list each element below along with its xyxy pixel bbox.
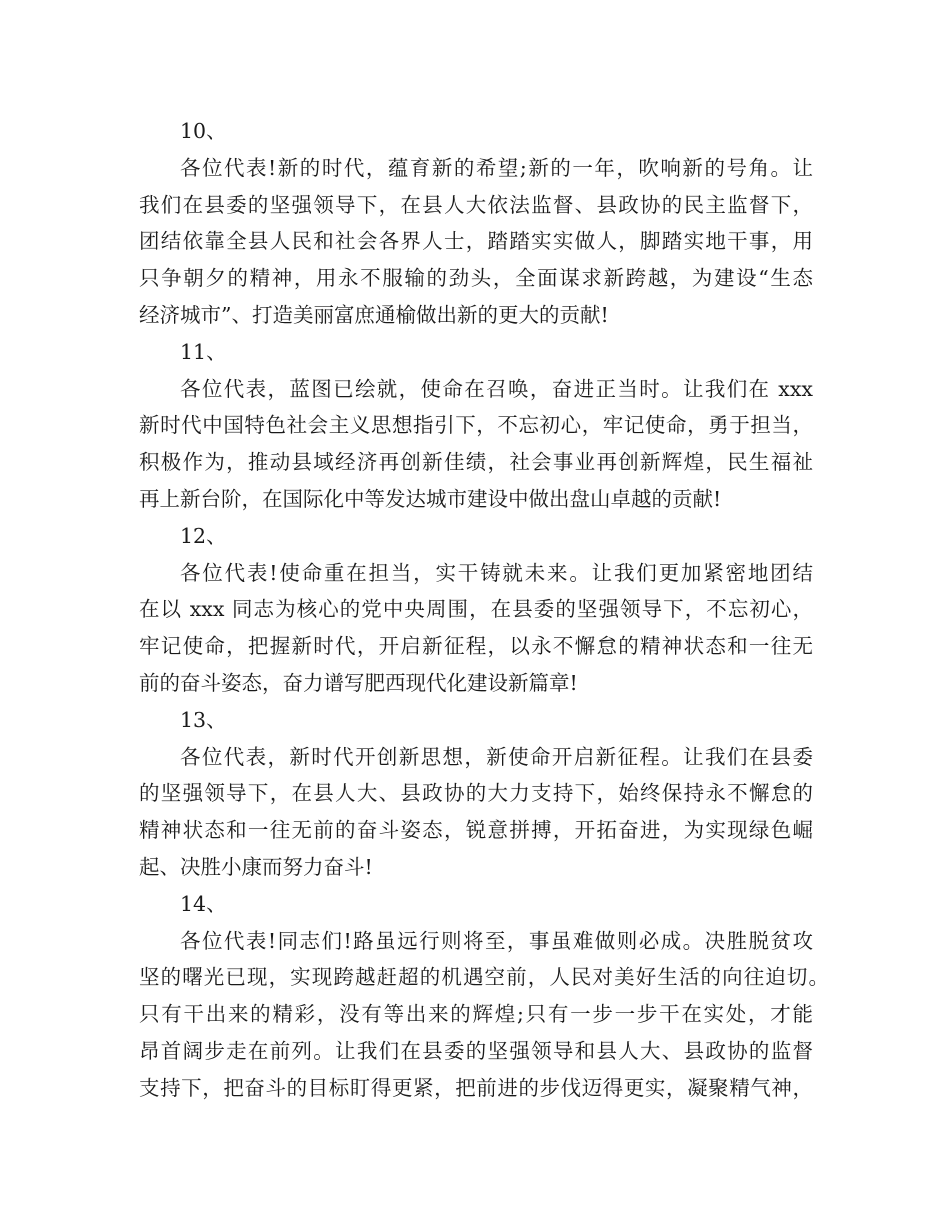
paragraph-line: 在以 xxx 同志为核心的党中央周围，在县委的坚强领导下，不忘初心，: [139, 597, 813, 622]
paragraph-line: 经济城市”、打造美丽富庶通榆做出新的更大的贡献!: [139, 302, 609, 327]
paragraph-line: 牢记使命，把握新时代，开启新征程，以永不懈怠的精神状态和一往无: [139, 634, 813, 659]
section-number: 10、: [180, 119, 227, 143]
paragraph-line: 各位代表!新的时代，蕴育新的希望;新的一年，吹响新的号角。让: [180, 155, 813, 180]
paragraph-line: 坚的曙光已现，实现跨越赶超的机遇空前，人民对美好生活的向往迫切。: [139, 965, 829, 990]
section-number: 12、: [180, 523, 227, 548]
paragraph-line: 新时代中国特色社会主义思想指引下，不忘初心，牢记使命，勇于担当，: [139, 413, 813, 438]
section-number: 13、: [180, 707, 227, 732]
paragraph-line: 积极作为，推动县域经济再创新佳绩，社会事业再创新辉煌，民生福祉: [139, 450, 813, 475]
paragraph-line: 昂首阔步走在前列。让我们在县委的坚强领导和县人大、县政协的监督: [139, 1038, 813, 1063]
section-12: [139, 518, 829, 702]
section-11: [139, 334, 829, 518]
paragraph-line: 各位代表!同志们!路虽远行则将至，事虽难做则必成。决胜脱贫攻: [180, 928, 813, 953]
paragraph-line: 再上新台阶，在国际化中等发达城市建设中做出盘山卓越的贡献!: [139, 486, 722, 511]
section-number: 14、: [180, 891, 227, 916]
document-body: [139, 113, 829, 1107]
section-13: [139, 702, 829, 886]
section-number: 11、: [180, 339, 227, 364]
paragraph-line: 各位代表!使命重在担当，实干铸就未来。让我们更加紧密地团结: [180, 560, 813, 585]
paragraph-line: 支持下，把奋斗的目标盯得更紧，把前进的步伐迈得更实，凝聚精气神，: [139, 1075, 813, 1100]
section-10: [139, 113, 829, 334]
paragraph-line: 起、决胜小康而努力奋斗!: [139, 854, 373, 879]
paragraph-line: 团结依靠全县人民和社会各界人士，踏踏实实做人，脚踏实地干事，用: [139, 229, 813, 254]
paragraph-line: 只有干出来的精彩，没有等出来的辉煌;只有一步一步干在实处，才能: [139, 1002, 813, 1027]
section-14: [139, 886, 829, 1107]
paragraph-line: 各位代表，新时代开创新思想，新使命开启新征程。让我们在县委: [180, 744, 813, 769]
paragraph-line: 前的奋斗姿态，奋力谱写肥西现代化建设新篇章!: [139, 670, 578, 695]
paragraph-line: 的坚强领导下，在县人大、县政协的大力支持下，始终保持永不懈怠的: [139, 781, 813, 806]
paragraph-line: 我们在县委的坚强领导下，在县人大依法监督、县政协的民主监督下，: [139, 192, 813, 217]
paragraph-line: 精神状态和一往无前的奋斗姿态，锐意拼搏，开拓奋进，为实现绿色崛: [139, 818, 813, 843]
paragraph-line: 各位代表，蓝图已绘就，使命在召唤，奋进正当时。让我们在 xxx: [180, 376, 813, 401]
paragraph-line: 只争朝夕的精神，用永不服输的劲头，全面谋求新跨越，为建设“生态: [139, 266, 813, 291]
